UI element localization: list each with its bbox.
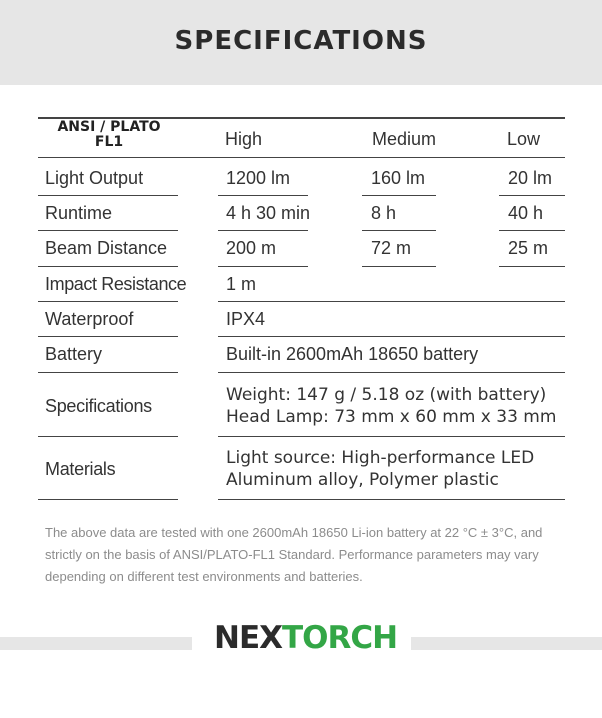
runtime-medium: 8 h [371,203,397,223]
runtime-high: 4 h 30 min [226,203,311,223]
logo-part-torch: TORCH [282,620,398,656]
impact-resistance-value: 1 m [226,274,257,294]
row-rule [362,266,436,267]
beam-distance-low: 25 m [508,238,549,258]
row-rule [38,230,178,231]
standard-label-line1: ANSI / PLATO [57,119,161,135]
row-rule [218,436,565,437]
row-rule [499,230,565,231]
light-output-high: 1200 lm [226,168,291,188]
specifications-weight: Weight: 147 g / 5.18 oz (with battery) [226,385,547,405]
row-rule [218,499,565,500]
battery-value: Built-in 2600mAh 18650 battery [226,344,479,364]
row-rule [38,266,178,267]
row-beam-distance-label: Beam Distance [45,238,168,258]
row-rule [218,230,308,231]
table-header-rule [38,157,565,158]
page-title: SPECIFICATIONS [174,26,428,56]
row-rule [499,195,565,196]
row-rule [218,372,565,373]
mode-low: Low [507,129,541,149]
nextorch-logo [214,620,397,656]
standard-label-line2: FL1 [94,134,124,150]
footer-bar-right [411,637,602,650]
materials-body: Aluminum alloy, Polymer plastic [226,470,499,490]
beam-distance-high: 200 m [226,238,277,258]
runtime-low: 40 h [508,203,544,223]
row-rule [38,372,178,373]
row-rule [218,195,308,196]
waterproof-value: IPX4 [226,309,266,329]
row-rule [218,336,565,337]
standard-label [40,120,178,150]
mode-high: High [225,129,263,149]
row-rule [38,301,178,302]
row-rule [499,266,565,267]
row-rule [38,436,178,437]
mode-medium: Medium [372,129,437,149]
beam-distance-medium: 72 m [371,238,412,258]
materials-light-source: Light source: High-performance LED [226,448,535,468]
row-waterproof-label: Waterproof [45,309,134,329]
logo-part-nex: NEX [214,620,283,656]
specifications-dimensions: Head Lamp: 73 mm x 60 mm x 33 mm [226,407,557,427]
page-header [0,0,602,85]
footer-bar-left [0,637,192,650]
light-output-low: 20 lm [508,168,553,188]
row-rule [218,266,308,267]
row-rule [362,230,436,231]
row-specifications-label: Specifications [45,396,152,416]
row-rule [362,195,436,196]
row-runtime-label: Runtime [45,203,113,223]
row-light-output-label: Light Output [45,168,144,188]
row-rule [38,499,178,500]
test-conditions-note: The above data are tested with one 2600mAh 18650 Li-ion battery at 22 °C ± 3°C, and strictly on the basis of ANSI/PLATO-FL1 Standard. Performance parameters may vary depending on different test environments and batteries. [45,525,543,584]
row-battery-label: Battery [45,344,103,364]
row-impact-resistance-label: Impact Resistance [45,274,187,294]
row-rule [38,195,178,196]
row-rule [38,336,178,337]
light-output-medium: 160 lm [371,168,426,188]
row-materials-label: Materials [45,459,116,479]
row-rule [218,301,565,302]
